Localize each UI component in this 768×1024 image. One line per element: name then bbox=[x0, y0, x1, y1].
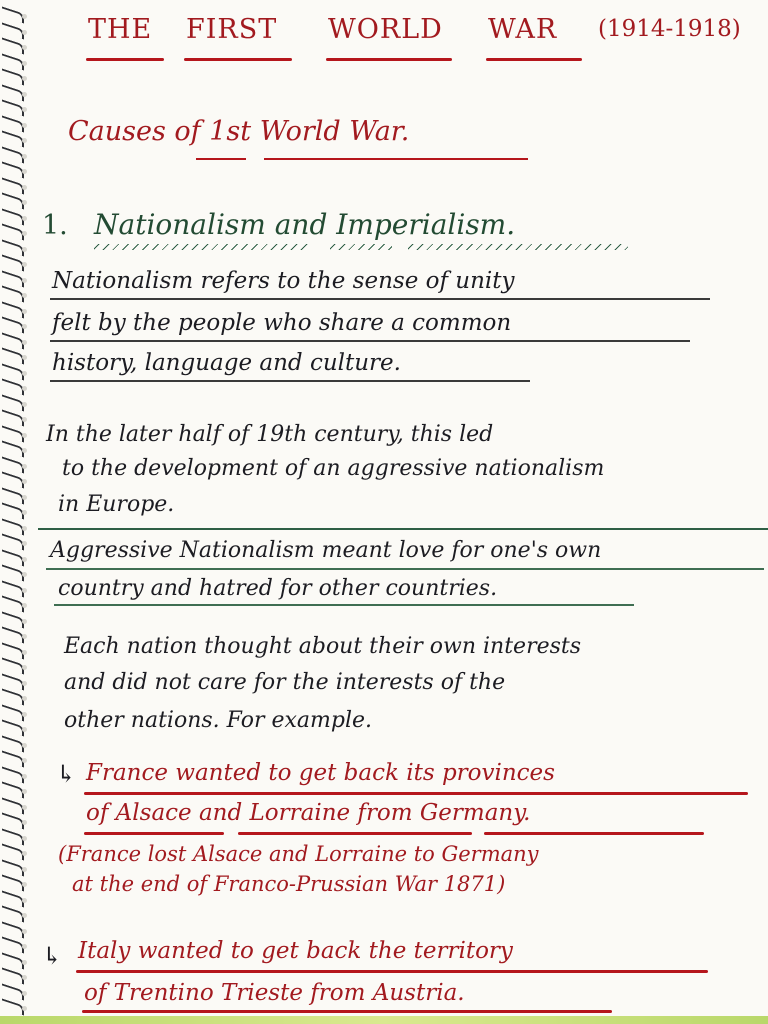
later-half-line-3: in Europe. bbox=[58, 492, 175, 517]
spiral-hole bbox=[22, 758, 27, 763]
heading-underline-rest bbox=[264, 158, 528, 160]
spiral-hole bbox=[22, 805, 27, 810]
spiral-ring bbox=[2, 518, 24, 535]
spiral-ring bbox=[2, 673, 24, 690]
spiral-ring bbox=[2, 332, 24, 349]
spiral-ring bbox=[2, 905, 24, 922]
spiral-ring bbox=[2, 781, 24, 798]
spiral-hole bbox=[22, 572, 27, 577]
spiral-ring bbox=[2, 146, 24, 163]
spiral-hole bbox=[22, 898, 27, 903]
causes-heading: Causes of 1st World War. bbox=[68, 116, 410, 147]
heading-underline-of bbox=[196, 158, 246, 160]
spiral-hole bbox=[22, 557, 27, 562]
spiral-hole bbox=[22, 154, 27, 159]
spiral-ring bbox=[2, 657, 24, 674]
spiral-hole bbox=[22, 30, 27, 35]
spiral-ring bbox=[2, 828, 24, 845]
spiral-hole bbox=[22, 1006, 27, 1011]
spiral-hole bbox=[22, 355, 27, 360]
spiral-ring bbox=[2, 936, 24, 953]
title-world: WORLD bbox=[328, 14, 443, 45]
spiral-ring bbox=[2, 53, 24, 70]
spiral-hole bbox=[22, 541, 27, 546]
spiral-hole bbox=[22, 402, 27, 407]
spiral-hole bbox=[22, 820, 27, 825]
section-title-wavy-underline bbox=[94, 244, 310, 250]
spiral-hole bbox=[22, 882, 27, 887]
definition-underline-3 bbox=[50, 380, 530, 382]
spiral-ring bbox=[2, 270, 24, 287]
spiral-hole bbox=[22, 107, 27, 112]
spiral-hole bbox=[22, 14, 27, 19]
spiral-hole bbox=[22, 185, 27, 190]
definition-underline-2 bbox=[50, 340, 690, 342]
spiral-ring bbox=[2, 223, 24, 240]
title-war: WAR bbox=[488, 14, 558, 45]
spiral-ring bbox=[2, 425, 24, 442]
spiral-ring bbox=[2, 611, 24, 628]
spiral-hole bbox=[22, 727, 27, 732]
spiral-ring bbox=[2, 192, 24, 209]
spiral-ring bbox=[2, 797, 24, 814]
spiral-hole bbox=[22, 913, 27, 918]
definition-line-3: history, language and culture. bbox=[52, 350, 401, 376]
title-underline-world bbox=[326, 58, 452, 61]
france-line-2: of Alsace and Lorraine from Germany. bbox=[86, 800, 531, 826]
spiral-hole bbox=[22, 789, 27, 794]
spiral-ring bbox=[2, 301, 24, 318]
spiral-ring bbox=[2, 115, 24, 132]
spiral-hole bbox=[22, 603, 27, 608]
spiral-hole bbox=[22, 293, 27, 298]
spiral-hole bbox=[22, 836, 27, 841]
italy-underline-1 bbox=[76, 970, 708, 973]
definition-underline-1 bbox=[50, 298, 710, 300]
spiral-hole bbox=[22, 479, 27, 484]
spiral-hole bbox=[22, 92, 27, 97]
france-underline-2c bbox=[484, 832, 704, 835]
title-underline-war bbox=[486, 58, 582, 61]
spiral-ring bbox=[2, 998, 24, 1015]
spiral-ring bbox=[2, 456, 24, 473]
spiral-ring bbox=[2, 99, 24, 116]
spiral-ring bbox=[2, 161, 24, 178]
spiral-ring bbox=[2, 130, 24, 147]
spiral-ring bbox=[2, 952, 24, 969]
spiral-hole bbox=[22, 960, 27, 965]
spiral-hole bbox=[22, 464, 27, 469]
spiral-ring bbox=[2, 549, 24, 566]
spiral-ring bbox=[2, 750, 24, 767]
italy-line-2: of Trentino Trieste from Austria. bbox=[84, 980, 465, 1006]
spiral-ring bbox=[2, 983, 24, 1000]
section-number: 1. bbox=[42, 210, 68, 241]
spiral-hole bbox=[22, 231, 27, 236]
spiral-hole bbox=[22, 61, 27, 66]
france-note-line-2: at the end of Franco-Prussian War 1871) bbox=[72, 872, 506, 896]
spiral-ring bbox=[2, 890, 24, 907]
spiral-binding bbox=[0, 0, 34, 1024]
spiral-hole bbox=[22, 510, 27, 515]
spiral-hole bbox=[22, 200, 27, 205]
aggressive-underline-1 bbox=[46, 568, 764, 570]
definition-line-1: Nationalism refers to the sense of unity bbox=[52, 268, 515, 294]
spiral-ring bbox=[2, 440, 24, 457]
spiral-hole bbox=[22, 929, 27, 934]
spiral-hole bbox=[22, 138, 27, 143]
spiral-hole bbox=[22, 433, 27, 438]
section-title-wavy-underline-imperialism bbox=[408, 244, 628, 250]
spiral-hole bbox=[22, 712, 27, 717]
spiral-hole bbox=[22, 169, 27, 174]
spiral-ring bbox=[2, 967, 24, 984]
spiral-hole bbox=[22, 743, 27, 748]
spiral-ring bbox=[2, 239, 24, 256]
spiral-ring bbox=[2, 766, 24, 783]
title-underline-the bbox=[86, 58, 164, 61]
france-line-1: France wanted to get back its provinces bbox=[86, 760, 555, 786]
aggressive-line-2: country and hatred for other countries. bbox=[58, 576, 498, 601]
spiral-hole bbox=[22, 665, 27, 670]
spiral-ring bbox=[2, 37, 24, 54]
spiral-ring bbox=[2, 68, 24, 85]
spiral-ring bbox=[2, 595, 24, 612]
aggressive-underline-2 bbox=[54, 604, 634, 606]
spiral-ring bbox=[2, 564, 24, 581]
spiral-ring bbox=[2, 471, 24, 488]
spiral-ring bbox=[2, 316, 24, 333]
spiral-hole bbox=[22, 417, 27, 422]
section-title-wavy-underline-and bbox=[330, 244, 392, 250]
spiral-ring bbox=[2, 254, 24, 271]
spiral-hole bbox=[22, 278, 27, 283]
spiral-ring bbox=[2, 704, 24, 721]
title-years: (1914-1918) bbox=[598, 16, 741, 42]
spiral-hole bbox=[22, 262, 27, 267]
bullet-arrow-icon: ↳ bbox=[56, 760, 77, 788]
spiral-hole bbox=[22, 944, 27, 949]
france-underline-2a bbox=[84, 832, 224, 835]
aggressive-line-1: Aggressive Nationalism meant love for one's own bbox=[50, 538, 602, 563]
spiral-hole bbox=[22, 45, 27, 50]
spiral-hole bbox=[22, 495, 27, 500]
divider-rule bbox=[38, 528, 768, 530]
spiral-hole bbox=[22, 371, 27, 376]
france-note-line-1: (France lost Alsace and Lorraine to Germany bbox=[58, 842, 539, 866]
spiral-ring bbox=[2, 394, 24, 411]
later-half-line-2: to the development of an aggressive nationalism bbox=[62, 456, 605, 481]
spiral-ring bbox=[2, 921, 24, 938]
spiral-hole bbox=[22, 247, 27, 252]
spiral-ring bbox=[2, 177, 24, 194]
spiral-hole bbox=[22, 619, 27, 624]
spiral-ring bbox=[2, 859, 24, 876]
italy-line-1: Italy wanted to get back the territory bbox=[78, 938, 513, 964]
background-strip bbox=[0, 1016, 768, 1024]
spiral-ring bbox=[2, 22, 24, 39]
spiral-hole bbox=[22, 340, 27, 345]
title-the: THE bbox=[88, 14, 153, 45]
spiral-ring bbox=[2, 502, 24, 519]
spiral-ring bbox=[2, 533, 24, 550]
spiral-hole bbox=[22, 975, 27, 980]
spiral-ring bbox=[2, 688, 24, 705]
spiral-ring bbox=[2, 580, 24, 597]
spiral-ring bbox=[2, 6, 24, 23]
spiral-hole bbox=[22, 324, 27, 329]
spiral-hole bbox=[22, 774, 27, 779]
spiral-ring bbox=[2, 84, 24, 101]
spiral-ring bbox=[2, 347, 24, 364]
spiral-ring bbox=[2, 642, 24, 659]
spiral-ring bbox=[2, 363, 24, 380]
title-first: FIRST bbox=[186, 14, 278, 45]
definition-line-2: felt by the people who share a common bbox=[52, 310, 512, 336]
spiral-hole bbox=[22, 991, 27, 996]
spiral-hole bbox=[22, 851, 27, 856]
spiral-ring bbox=[2, 208, 24, 225]
each-nation-line-2: and did not care for the interests of the bbox=[64, 670, 506, 695]
spiral-hole bbox=[22, 696, 27, 701]
spiral-hole bbox=[22, 309, 27, 314]
section-title: Nationalism and Imperialism. bbox=[94, 208, 516, 241]
spiral-ring bbox=[2, 843, 24, 860]
each-nation-line-1: Each nation thought about their own interests bbox=[64, 634, 582, 659]
spiral-hole bbox=[22, 216, 27, 221]
spiral-ring bbox=[2, 812, 24, 829]
later-half-line-1: In the later half of 19th century, this led bbox=[46, 422, 494, 447]
spiral-hole bbox=[22, 448, 27, 453]
spiral-hole bbox=[22, 867, 27, 872]
title-underline-first bbox=[184, 58, 292, 61]
spiral-hole bbox=[22, 634, 27, 639]
spiral-hole bbox=[22, 76, 27, 81]
spiral-hole bbox=[22, 386, 27, 391]
spiral-hole bbox=[22, 588, 27, 593]
spiral-ring bbox=[2, 487, 24, 504]
spiral-ring bbox=[2, 719, 24, 736]
spiral-ring bbox=[2, 285, 24, 302]
spiral-hole bbox=[22, 650, 27, 655]
each-nation-line-3: other nations. For example. bbox=[64, 708, 372, 733]
france-underline-1 bbox=[84, 792, 748, 795]
spiral-hole bbox=[22, 526, 27, 531]
spiral-hole bbox=[22, 681, 27, 686]
spiral-ring bbox=[2, 874, 24, 891]
france-underline-2b bbox=[238, 832, 472, 835]
spiral-hole bbox=[22, 123, 27, 128]
spiral-ring bbox=[2, 735, 24, 752]
bullet-arrow-icon-2: ↳ bbox=[42, 942, 63, 970]
italy-underline-2 bbox=[82, 1010, 612, 1013]
spiral-ring bbox=[2, 626, 24, 643]
spiral-ring bbox=[2, 409, 24, 426]
spiral-ring bbox=[2, 378, 24, 395]
